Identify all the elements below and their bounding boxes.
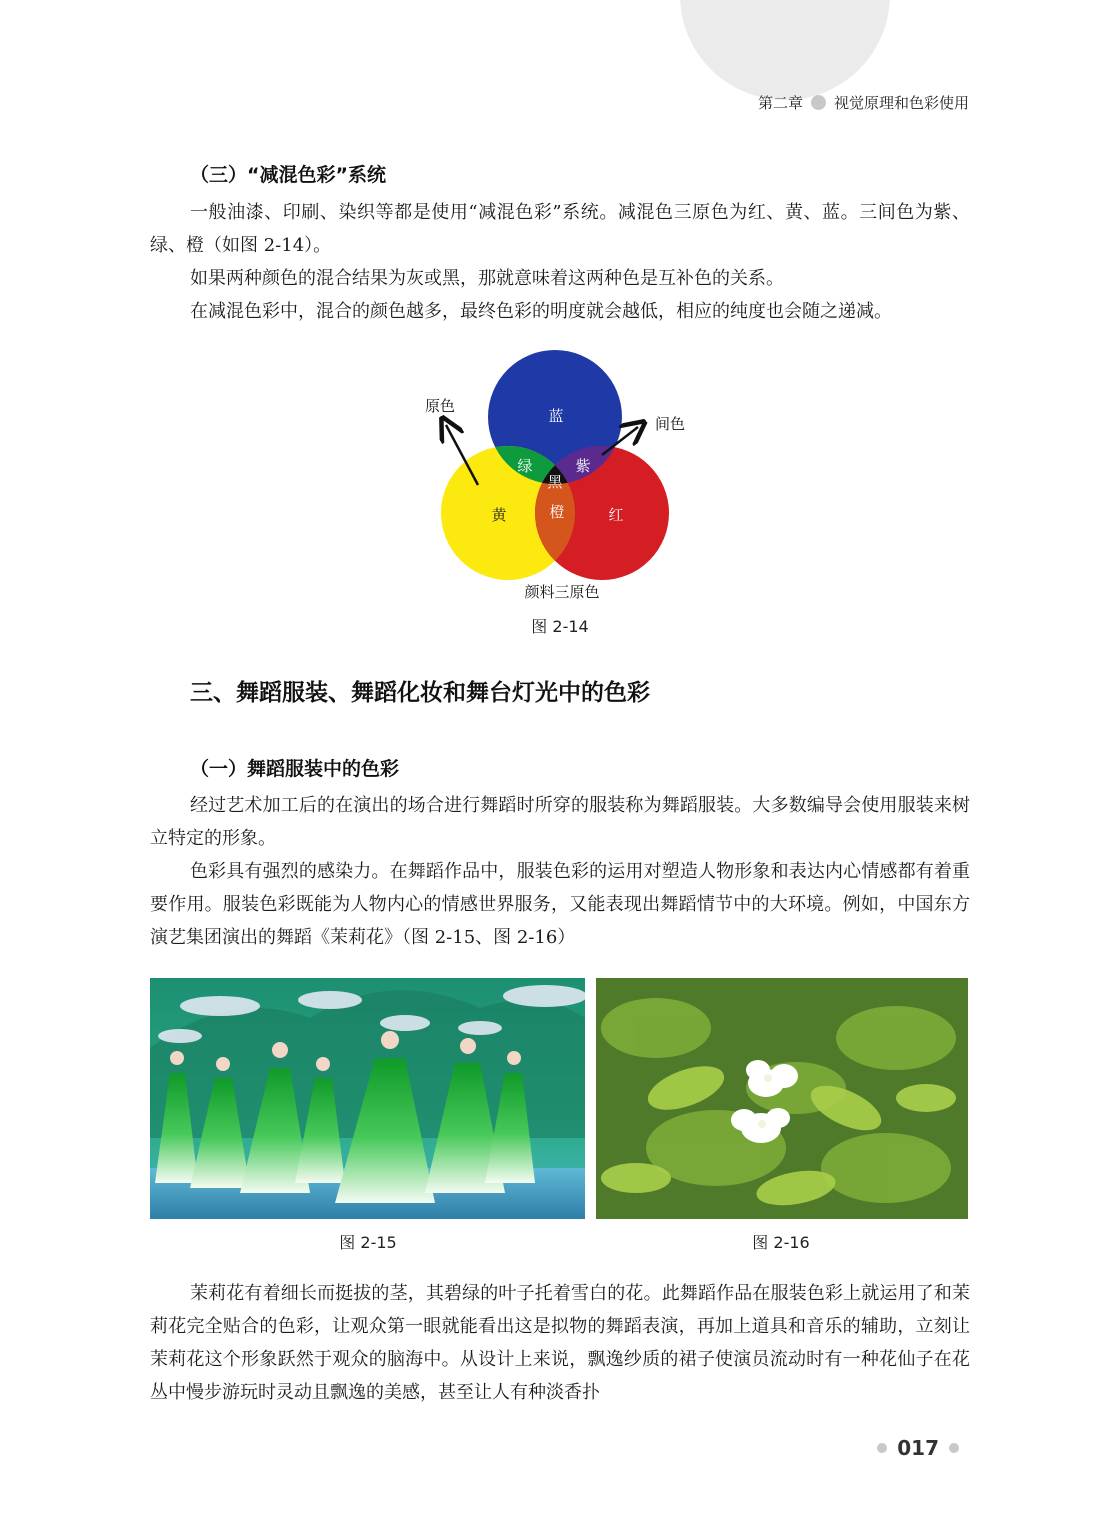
blue-label: 蓝 (548, 407, 564, 425)
black-label: 黑 (547, 473, 563, 491)
purple-label: 紫 (575, 457, 591, 475)
primary-label: 原色 (424, 397, 456, 415)
paragraph: 如果两种颜色的混合结果为灰或黑，那就意味着这两种色是互补色的关系。 (190, 268, 784, 289)
section-heading-three: 三、舞蹈服装、舞蹈化妆和舞台灯光中的色彩 (190, 680, 650, 706)
dance-photo (150, 978, 585, 1219)
header-dot-icon (811, 95, 826, 110)
yellow-label: 黄 (491, 506, 507, 524)
chapter-label: 第二章 (757, 94, 803, 112)
section-heading-costume: （一）舞蹈服装中的色彩 (190, 758, 400, 780)
orange-label: 橙 (549, 503, 565, 521)
running-header (758, 92, 969, 113)
figure-caption-2-15: 图 2-15 (339, 1233, 397, 1252)
figure-caption-2-14: 图 2-14 (531, 617, 589, 636)
jasmine-photo (596, 978, 968, 1219)
page-number-text: 017 (897, 1436, 939, 1460)
decorative-circle (680, 0, 890, 100)
paragraph: 色彩具有强烈的感染力。在舞蹈作品中，服装色彩的运用对塑造人物形象和表达内心情感都有着重要作用。服装色彩既能为人物内心的情感世界服务，又能表现出舞蹈情节中的大环境。例如，中国东方演艺集团演出的舞蹈《茉莉花》（图 2-15、图 2-16） (150, 861, 970, 948)
figure-caption-2-16: 图 2-16 (752, 1233, 810, 1252)
page-dot-icon (949, 1443, 959, 1453)
diagram-subtitle: 颜料三原色 (524, 583, 600, 601)
green-label: 绿 (517, 457, 533, 475)
paragraph: 一般油漆、印刷、染织等都是使用“减混色彩”系统。减混色三原色为红、黄、蓝。三间色为紫、绿、橙（如图 2-14）。 (150, 202, 970, 256)
red-label: 红 (608, 506, 624, 524)
paragraph: 茉莉花有着细长而挺拔的茎，其碧绿的叶子托着雪白的花。此舞蹈作品在服装色彩上就运用了和茉莉花完全贴合的色彩，让观众第一眼就能看出这是拟物的舞蹈表演，再加上道具和音乐的辅助，立刻让茉莉花这个形象跃然于观众的脑海中。从设计上来说，飘逸纱质的裙子使演员流动时有一种花仙子在花丛中慢步游玩时灵动且飘逸的美感，甚至让人有种淡香扑 (150, 1283, 970, 1403)
paragraph: 在减混色彩中，混合的颜色越多，最终色彩的明度就会越低，相应的纯度也会随之递减。 (190, 301, 892, 322)
chapter-title: 视觉原理和色彩使用 (833, 94, 969, 112)
color-mixing-diagram (380, 345, 720, 615)
page-number (867, 1436, 969, 1460)
section-heading-subtractive: （三）“减混色彩”系统 (190, 164, 386, 186)
page-dot-icon (877, 1443, 887, 1453)
secondary-label: 间色 (654, 415, 686, 433)
paragraph: 经过艺术加工后的在演出的场合进行舞蹈时所穿的服装称为舞蹈服装。大多数编导会使用服装来树立特定的形象。 (150, 795, 970, 849)
